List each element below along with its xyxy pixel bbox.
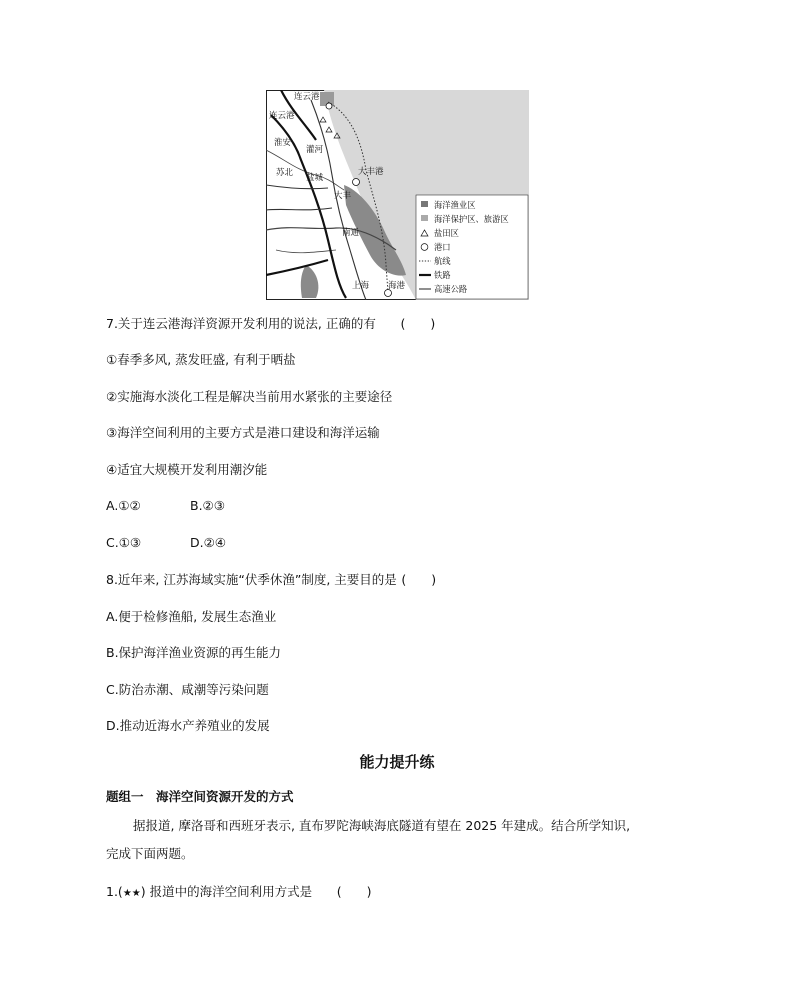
q7-stem-line	[106, 316, 438, 332]
difficulty-stars-icon: ★★	[122, 888, 141, 899]
q7-option-d[interactable]: D.②④	[190, 535, 227, 550]
q8-stem: 8.近年来, 江苏海域实施“伏季休渔”制度, 主要目的是	[106, 572, 397, 587]
label-shanghai: 上海	[352, 281, 370, 291]
legend-protected: 海洋保护区、旅游区	[434, 214, 509, 224]
q7-option-b[interactable]: B.②③	[190, 498, 225, 513]
legend-railway: 铁路	[434, 270, 451, 280]
q7-answer-paren[interactable]: ( )	[400, 316, 436, 331]
label-guanhe: 灌河	[306, 145, 324, 155]
q8-answer-paren[interactable]: ( )	[401, 572, 437, 587]
section-title: 能力提升练	[359, 753, 435, 771]
passage-line-2: 完成下面两题。	[106, 846, 194, 861]
q1-stem: 报道中的海洋空间利用方式是	[149, 884, 313, 899]
legend-fishery: 海洋渔业区	[434, 200, 476, 210]
label-haigang: 海港	[388, 281, 406, 291]
q8-option-a[interactable]: A.便于检修渔船, 发展生态渔业	[106, 609, 277, 624]
q8-stem-line	[106, 572, 439, 588]
label-subei: 苏北	[276, 168, 294, 178]
q7-option-c[interactable]: C.①③	[106, 535, 142, 550]
q8-option-c[interactable]: C.防治赤潮、咸潮等污染问题	[106, 682, 269, 697]
q1-number-close: )	[140, 884, 146, 899]
label-lianyungang: 连云港	[294, 92, 320, 102]
q7-item-4: ④适宜大规模开发利用潮汐能	[106, 462, 268, 477]
q7-stem: 7.关于连云港海洋资源开发利用的说法, 正确的有	[106, 316, 376, 331]
port-icon	[353, 179, 360, 186]
port-icon	[326, 103, 332, 109]
q7-item-1: ①春季多风, 蒸发旺盛, 有利于晒盐	[106, 352, 296, 367]
label-dafeng: 大丰	[334, 191, 352, 201]
q1-stem-line	[106, 884, 374, 902]
passage	[106, 812, 696, 868]
map-figure	[266, 90, 529, 300]
q8-option-b[interactable]: B.保护海洋渔业资源的再生能力	[106, 645, 282, 660]
map-legend	[416, 195, 528, 299]
q8-option-d[interactable]: D.推动近海水产养殖业的发展	[106, 718, 270, 733]
label-nantong: 南通	[342, 228, 360, 238]
q7-option-a[interactable]: A.①②	[106, 498, 141, 513]
label-dafeng-port: 大丰港	[358, 167, 384, 177]
label-lianyungang-city: 连云港	[269, 111, 295, 121]
legend-port: 港口	[434, 242, 451, 252]
q7-item-2: ②实施海水淡化工程是解决当前用水紧张的主要途径	[106, 389, 393, 404]
legend-route: 航线	[434, 256, 451, 266]
label-huaian: 淮安	[274, 138, 292, 148]
question-group-title: 题组一 海洋空间资源开发的方式	[106, 789, 294, 804]
label-yancheng: 盐城	[306, 173, 324, 183]
legend-highway: 高速公路	[434, 284, 468, 294]
q7-item-3: ③海洋空间利用的主要方式是港口建设和海洋运输	[106, 425, 380, 440]
q1-number: 1.(	[106, 884, 123, 899]
legend-salt: 盐田区	[434, 228, 459, 238]
q1-answer-paren[interactable]: ( )	[336, 884, 372, 899]
passage-line-1: 据报道, 摩洛哥和西班牙表示, 直布罗陀海峡海底隧道有望在 2025 年建成。结合所学知识,	[133, 818, 631, 833]
